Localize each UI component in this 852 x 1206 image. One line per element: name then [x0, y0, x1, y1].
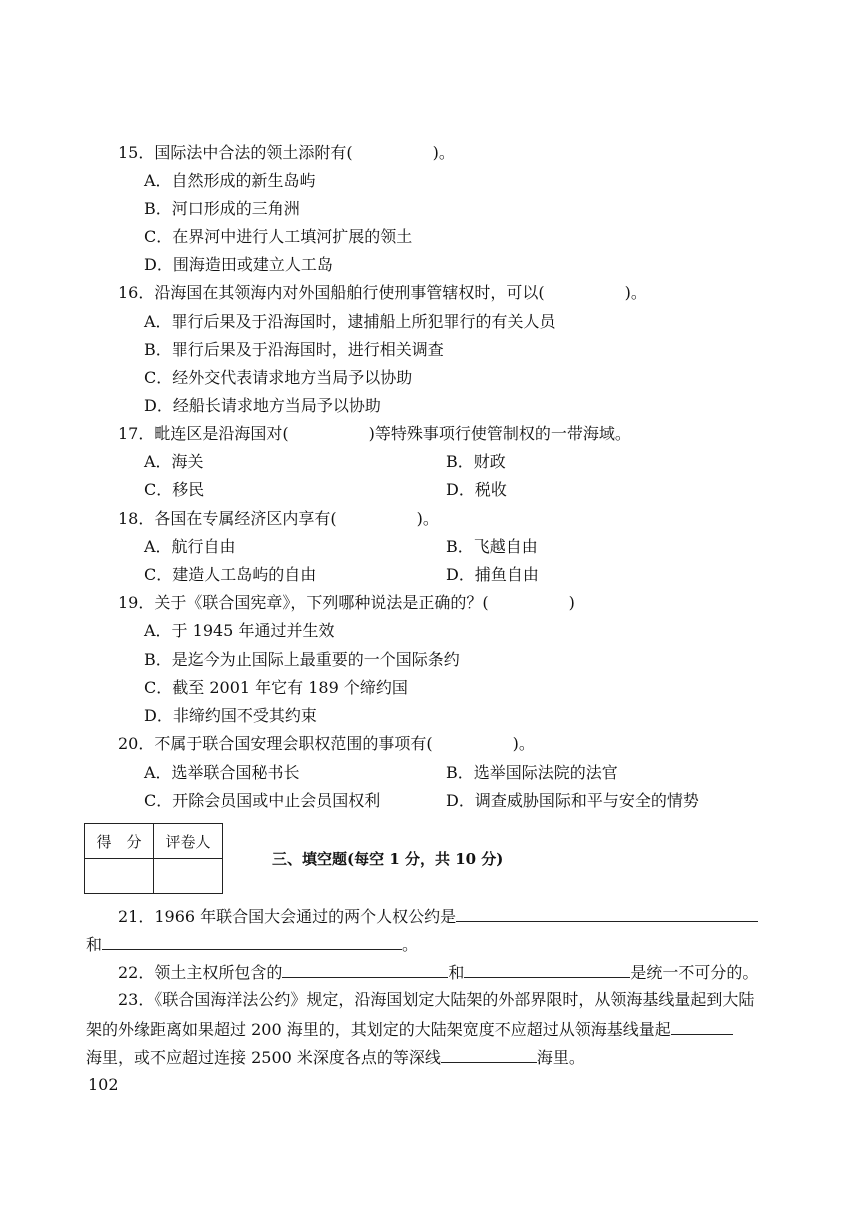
section-title: 三、填空题(每空 1 分，共 10 分): [272, 850, 504, 868]
q19-option-b: B．是迄今为止国际上最重要的一个国际条约: [144, 650, 460, 669]
q20-option-d: D．调查威胁国际和平与安全的情势: [446, 791, 699, 810]
score-cell: [85, 859, 154, 894]
q19-option-c: C．截至 2001 年它有 189 个缔约国: [144, 678, 408, 697]
q17-option-b: B．财政: [446, 452, 506, 471]
q15-option-b: B．河口形成的三角洲: [144, 199, 300, 218]
question-23-line1: 23．《联合国海洋法公约》规定，沿海国划定大陆架的外部界限时，从领海基线量起到大陆: [118, 990, 755, 1009]
q17-option-a: A．海关: [144, 452, 204, 471]
question-21-line1: 21．1966 年联合国大会通过的两个人权公约是: [118, 905, 758, 927]
q17-option-c: C．移民: [144, 480, 205, 499]
question-18-stem: 18．各国在专属经济区内享有( )。: [118, 509, 439, 528]
q16-option-c: C．经外交代表请求地方当局予以协助: [144, 368, 413, 387]
q22-blank-2: [464, 961, 630, 978]
q17-option-d: D．税收: [446, 480, 507, 499]
page-number: 102: [88, 1075, 119, 1094]
q15-option-d: D．围海造田或建立人工岛: [144, 255, 333, 274]
score-table: [84, 823, 223, 894]
question-23-line3: 海里，或不应超过连接 2500 米深度各点的等深线 海里。: [86, 1048, 585, 1067]
q21-blank-1: [456, 905, 758, 922]
q16-option-d: D．经船长请求地方当局予以协助: [144, 396, 381, 415]
q15-option-c: C．在界河中进行人工填河扩展的领土: [144, 227, 413, 246]
q16-option-a: A．罪行后果及于沿海国时，逮捕船上所犯罪行的有关人员: [144, 312, 556, 331]
question-23-line2: 架的外缘距离如果超过 200 海里的，其划定的大陆架宽度不应超过从领海基线量起: [86, 1018, 733, 1040]
q15-option-a: A．自然形成的新生岛屿: [144, 171, 316, 190]
question-15-stem: 15．国际法中合法的领土添附有( )。: [118, 143, 455, 162]
q21-blank-2: [102, 933, 402, 950]
score-label: 得 分: [85, 824, 154, 859]
grader-label: 评卷人: [154, 824, 223, 859]
question-16-stem: 16．沿海国在其领海内对外国船舶行使刑事管辖权时，可以( )。: [118, 283, 647, 302]
question-17-stem: 17．毗连区是沿海国对( )等特殊事项行使管制权的一带海域。: [118, 424, 631, 443]
grader-cell: [154, 859, 223, 894]
q19-option-a: A．于 1945 年通过并生效: [144, 621, 335, 640]
question-21-line2: 和 。: [86, 935, 419, 954]
q16-option-b: B．罪行后果及于沿海国时，进行相关调查: [144, 340, 444, 359]
q20-option-a: A．选举联合国秘书长: [144, 763, 300, 782]
q18-option-d: D．捕鱼自由: [446, 565, 539, 584]
question-19-stem: 19．关于《联合国宪章》，下列哪种说法是正确的？( ): [118, 593, 575, 612]
q20-option-b: B．选举国际法院的法官: [446, 763, 618, 782]
q20-option-c: C．开除会员国或中止会员国权利: [144, 791, 381, 810]
q18-option-a: A．航行自由: [144, 537, 236, 556]
question-20-stem: 20．不属于联合国安理会职权范围的事项有( )。: [118, 734, 535, 753]
q22-blank-1: [282, 961, 448, 978]
question-22: 22．领土主权所包含的 和 是统一不可分的。: [118, 963, 759, 982]
q18-option-b: B．飞越自由: [446, 537, 538, 556]
q23-blank-2: [441, 1046, 537, 1063]
q18-option-c: C．建造人工岛屿的自由: [144, 565, 317, 584]
q23-blank-1: [671, 1018, 733, 1035]
q19-option-d: D．非缔约国不受其约束: [144, 706, 317, 725]
